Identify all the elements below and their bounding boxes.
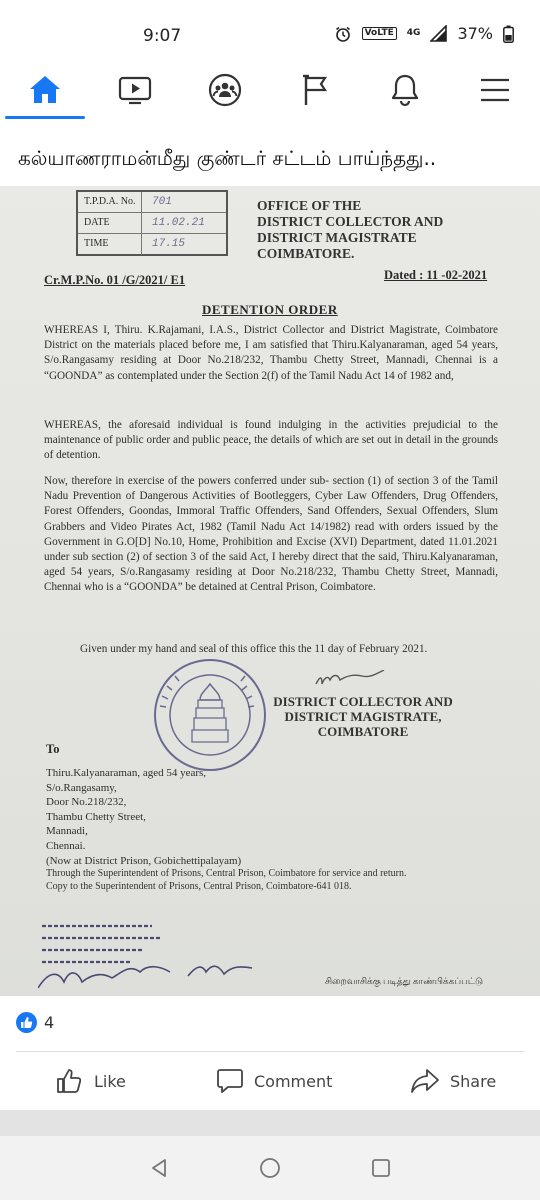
active-tab-indicator bbox=[5, 116, 85, 119]
like-label: Like bbox=[94, 1071, 126, 1091]
share-arrow-icon bbox=[410, 1067, 440, 1095]
acknowledgement-note: சிறைவாசிக்கு படித்து காண்பிக்கப்பட்டு bbox=[325, 976, 484, 986]
like-button[interactable] bbox=[56, 1064, 126, 1098]
nav-groups-tab[interactable] bbox=[195, 62, 255, 118]
office-heading bbox=[257, 198, 443, 262]
address-line: (Now at District Prison, Gobichettipalayam) bbox=[46, 854, 242, 867]
status-bar bbox=[0, 0, 540, 62]
stamp-row bbox=[78, 213, 226, 234]
nav-video-tab[interactable] bbox=[105, 62, 165, 118]
post-text: கல்யாணராமன்மீது குண்டர் சட்டம் பாய்ந்தது.. bbox=[18, 146, 437, 170]
comment-label: Comment bbox=[254, 1071, 333, 1091]
system-home-button[interactable] bbox=[258, 1156, 282, 1180]
stamp-value: 11.02.21 bbox=[152, 217, 205, 229]
battery-icon bbox=[503, 25, 514, 43]
pages-flag-icon bbox=[300, 73, 330, 107]
status-icons bbox=[334, 24, 514, 43]
reaction-count: 4 bbox=[44, 1013, 55, 1032]
paragraph-4: Given under my hand and seal of this office this the 11 day of February 2021. bbox=[80, 643, 428, 655]
address-line: S/o.Rangasamy, bbox=[46, 781, 117, 794]
reference-number: Cr.M.P.No. 01 /G/2021/ E1 bbox=[44, 273, 186, 287]
stamp-row bbox=[78, 234, 226, 255]
signatory-block bbox=[268, 694, 458, 739]
share-button[interactable] bbox=[410, 1064, 496, 1098]
order-date: Dated : 11 -02-2021 bbox=[384, 268, 488, 282]
recents-square-icon bbox=[371, 1158, 391, 1178]
handwritten-acknowledgement-icon bbox=[38, 916, 278, 996]
document-heading: DETENTION ORDER bbox=[202, 302, 338, 317]
menu-icon bbox=[480, 77, 510, 103]
address-line: Chennai. bbox=[46, 839, 86, 852]
office-line: COIMBATORE. bbox=[257, 246, 355, 261]
through-line: Through the Superintendent of Prisons, Central Prison, Coimbatore for service and return. bbox=[46, 868, 407, 879]
paragraph-1: WHEREAS I, Thiru. K.Rajamani, I.A.S., District Collector and District Magistrate, Coimbatore District on the materials placed before me, I am satisfied that Thiru.Kalyanaraman, aged 54 years, S/o.Rangasamy residing at Door No.218/232, Thambu Chetty Street, Mannadi, Chennai is a “GOONDA” as contemplated under the Section 2(f) of the Tamil Nadu Act 14 of 1982 and, bbox=[44, 324, 498, 382]
post-photo-detention-order[interactable] bbox=[0, 186, 540, 996]
stamp-key: DATE bbox=[78, 213, 142, 233]
paragraph-3: Now, therefore in exercise of the powers conferred under sub- section (1) of section 3 of the Tamil Nadu Prevention of Dangerous Activities of Bootleggers, Cyber Law Offenders, Drug Offenders, Forest Offenders, Goondas, Immoral Traffic Offenders, Sand Offenders, Sexual Offenders, Slum Grabbers and Video Pirates Act, 1982 (Tamil Nadu Act 14/1982) read with orders issued by the Government in G.O[D] No.10, Home, Prohibition and Excise (XVI) Department, dated 11.01.2021 under sub section (2) of section 3 of the said Act, I hereby direct that the said, Thiru.Kalyanaraman, aged 54 years, S/o.Rangasamy residing at Door No.218/232, Thambu Chetty Street, Mannadi, Chennai who is a “GOONDA” be detained at Central Prison, Coimbatore. bbox=[44, 475, 498, 594]
to-label: To bbox=[46, 742, 60, 756]
nav-menu-tab[interactable] bbox=[465, 62, 525, 118]
address-line: Thambu Chetty Street, bbox=[46, 810, 146, 823]
stamp-key: TIME bbox=[78, 234, 142, 255]
tpda-stamp bbox=[76, 190, 228, 256]
paragraph-2: WHEREAS, the aforesaid individual is found indulging in the activities prejudicial to the maintenance of public order and public peace, the details of which are set out in detail in the grounds of detention. bbox=[44, 419, 498, 462]
feed-separator bbox=[0, 1110, 540, 1136]
stamp-value: 17.15 bbox=[152, 238, 186, 250]
volte-badge: VoLTE bbox=[362, 27, 397, 40]
office-line: DISTRICT COLLECTOR AND bbox=[257, 214, 444, 229]
video-icon bbox=[118, 75, 152, 105]
stamp-value: 701 bbox=[152, 196, 172, 208]
address-line: Mannadi, bbox=[46, 825, 88, 838]
groups-icon bbox=[208, 73, 242, 107]
alarm-icon bbox=[334, 25, 352, 43]
nav-home-tab[interactable] bbox=[15, 62, 75, 118]
main-navigation bbox=[0, 62, 540, 120]
copy-to-block bbox=[46, 868, 506, 893]
comment-button[interactable] bbox=[216, 1064, 332, 1098]
home-icon bbox=[28, 74, 62, 106]
status-time: 9:07 bbox=[143, 26, 182, 46]
post-actions bbox=[0, 1056, 540, 1106]
home-circle-icon bbox=[259, 1157, 281, 1179]
bell-icon bbox=[389, 73, 421, 107]
system-navigation-bar bbox=[0, 1136, 540, 1200]
back-triangle-icon bbox=[149, 1158, 169, 1178]
signatory-line: COIMBATORE bbox=[317, 724, 409, 739]
battery-percent: 37% bbox=[457, 24, 493, 43]
signatory-line: DISTRICT MAGISTRATE, bbox=[284, 709, 442, 724]
system-back-button[interactable] bbox=[147, 1156, 171, 1180]
system-recents-button[interactable] bbox=[369, 1156, 393, 1180]
share-label: Share bbox=[450, 1071, 497, 1091]
official-seal-icon bbox=[150, 656, 270, 774]
address-line: Door No.218/232, bbox=[46, 796, 127, 809]
collector-signature-icon bbox=[312, 670, 392, 690]
through-line: Copy to the Superintendent of Prisons, Central Prison, Coimbatore-641 018. bbox=[46, 880, 352, 892]
reactions-summary[interactable] bbox=[16, 1012, 54, 1033]
like-reaction-icon bbox=[16, 1012, 37, 1033]
comment-bubble-icon bbox=[216, 1067, 244, 1095]
thumbs-up-icon bbox=[56, 1067, 84, 1095]
network-type-label: 4G bbox=[406, 28, 421, 38]
nav-pages-tab[interactable] bbox=[285, 62, 345, 118]
nav-notifications-tab[interactable] bbox=[375, 62, 435, 118]
office-line: DISTRICT MAGISTRATE bbox=[257, 230, 417, 245]
office-line: OFFICE OF THE bbox=[257, 198, 362, 213]
recipient-address bbox=[46, 766, 241, 868]
stamp-row bbox=[78, 192, 226, 213]
actions-divider bbox=[16, 1051, 524, 1052]
stamp-key: T.P.D.A. No. bbox=[78, 192, 142, 212]
signatory-line: DISTRICT COLLECTOR AND bbox=[273, 694, 453, 709]
address-line: Thiru.Kalyanaraman, aged 54 years, bbox=[46, 767, 207, 779]
signal-icon bbox=[430, 25, 447, 42]
